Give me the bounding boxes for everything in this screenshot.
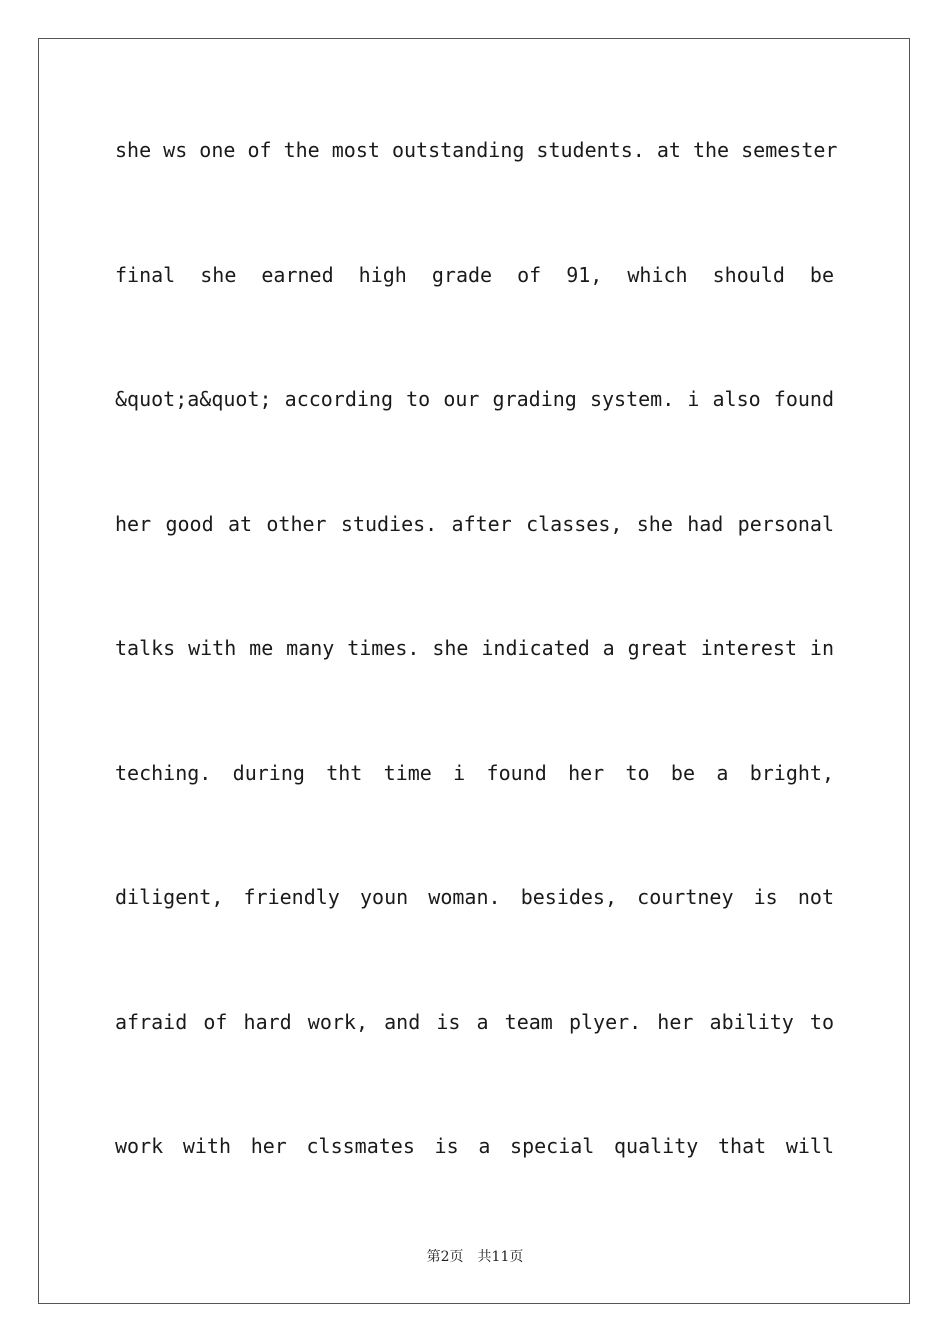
text-line: teching. during tht time i found her to be a bright, [115, 760, 834, 785]
text-line: diligent, friendly youn woman. besides, courtney is not [115, 885, 834, 909]
text-line: afraid of hard work, and is a team plyer. her ability to [115, 1009, 834, 1034]
text-line: final she earned high grade of 91, which should be [115, 262, 834, 287]
text-line: she ws one of the most outstanding students. at the semester [115, 138, 838, 162]
text-line: work with her clssmates is a special quality that will [115, 1134, 834, 1158]
text-line: her good at other studies. after classes, she had personal [115, 511, 834, 536]
text-line: talks with me many times. she indicated a great interest in [115, 636, 834, 660]
page-footer [0, 1246, 950, 1266]
page-number-total: 共11页 [477, 1249, 524, 1265]
page-number-current: 第2页 [426, 1249, 464, 1265]
document-body [115, 124, 838, 1245]
text-line: &quot;a&quot; according to our grading system. i also found [115, 387, 834, 411]
